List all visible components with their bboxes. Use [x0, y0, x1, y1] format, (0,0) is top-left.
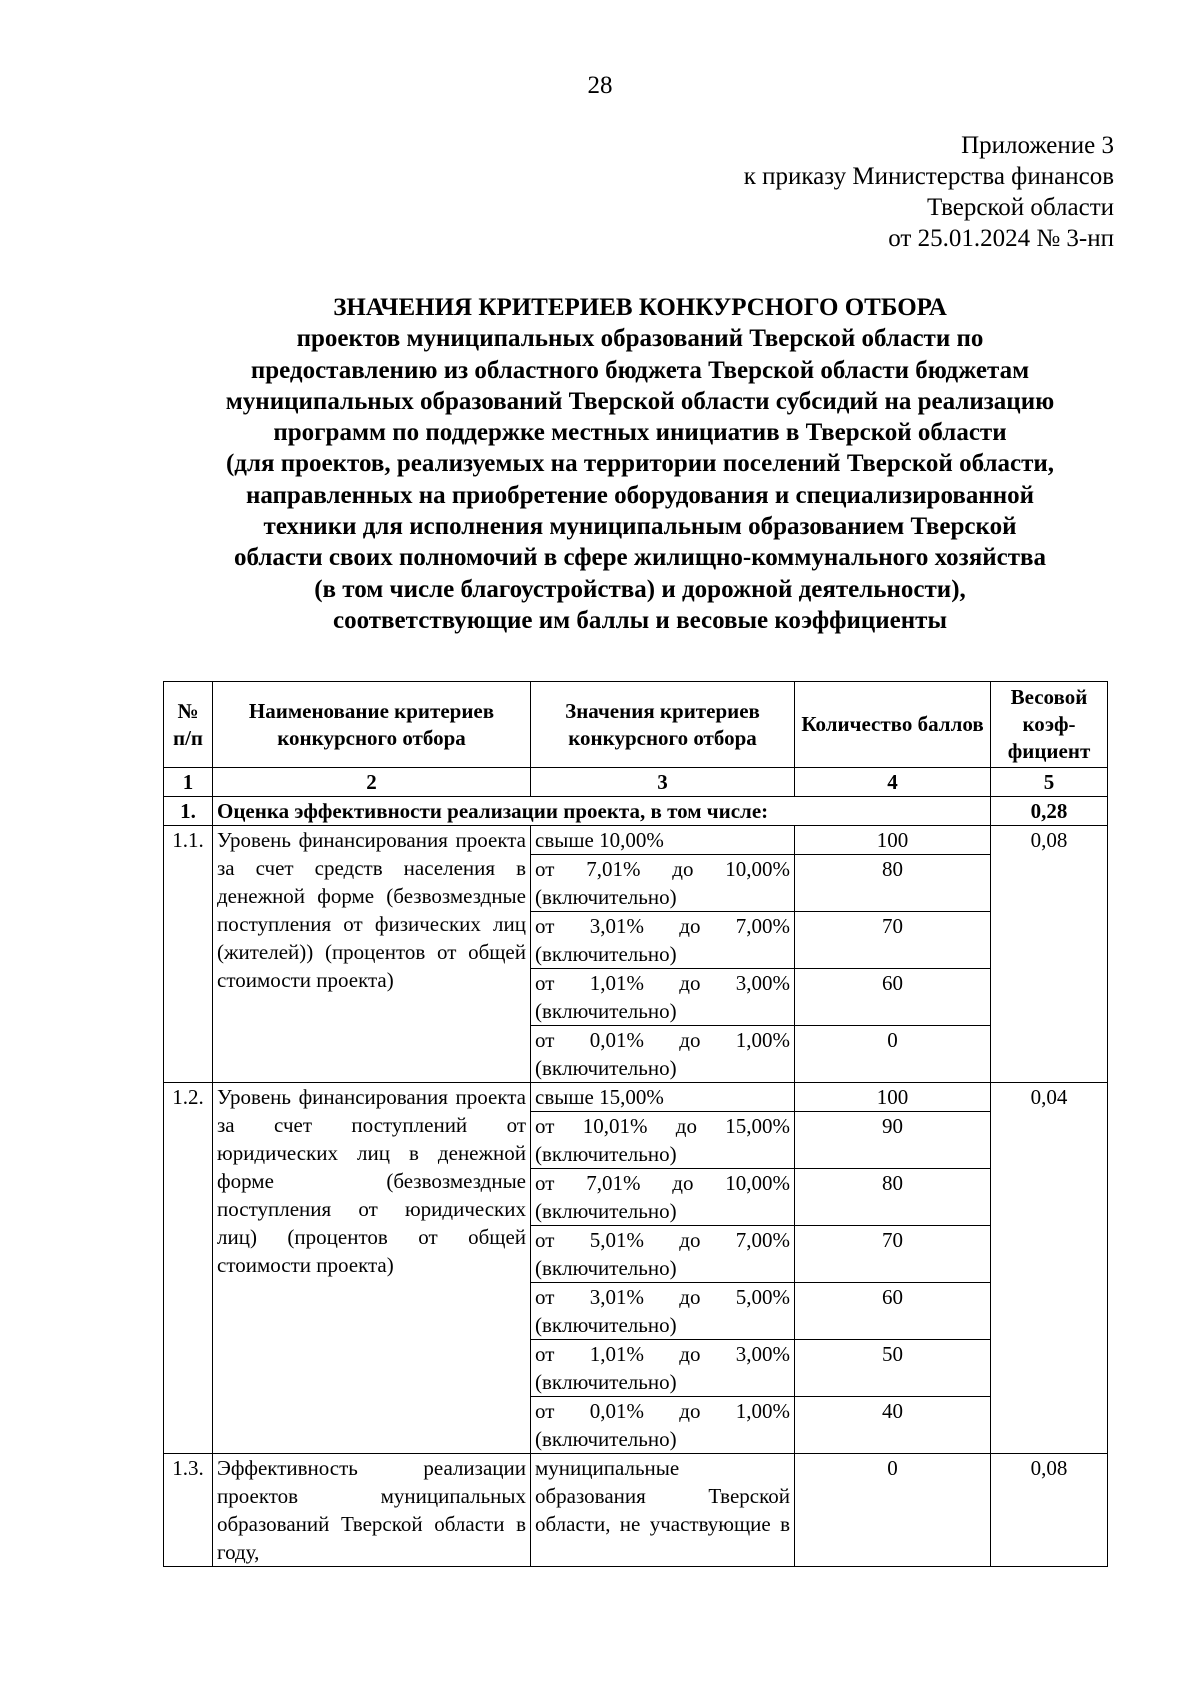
- col-number: 2: [213, 768, 531, 797]
- range-cell: [531, 969, 795, 1026]
- section-weight: 0,28: [991, 797, 1108, 826]
- section-num: 1.: [164, 797, 213, 826]
- document-title: [120, 292, 1160, 636]
- range-top: свыше 10,00%: [535, 828, 664, 852]
- table-header-row: [164, 682, 1108, 768]
- points-cell: 80: [795, 855, 991, 912]
- range-top: от 0,01% до 1,00%: [535, 1028, 790, 1052]
- range-top: от 5,01% до 7,00%: [535, 1228, 790, 1252]
- page-number: 28: [587, 72, 613, 99]
- range-top: от 1,01% до 3,00%: [535, 971, 790, 995]
- range-cell: [531, 1083, 795, 1112]
- appendix-line: Тверской области: [927, 194, 1114, 221]
- appendix-line: к приказу Министерства финансов: [743, 163, 1114, 190]
- points-cell: 40: [795, 1397, 991, 1454]
- header-name: Наименование критериев конкурсного отбора: [213, 682, 531, 768]
- header-points: Количество баллов: [795, 682, 991, 768]
- title-line: ЗНАЧЕНИЯ КРИТЕРИЕВ КОНКУРСНОГО ОТБОРА: [333, 294, 947, 321]
- criteria-table: [163, 681, 1108, 1567]
- title-line: (в том числе благоустройства) и дорожной деятельности),: [314, 575, 966, 603]
- criterion-name: Уровень финансирования проекта за счет средств населения в денежной форме (безвозмездные поступления от физических лиц (жителей)) (процентов от общей стоимости проекта): [213, 826, 531, 1083]
- title-line: муниципальных образований Тверской области субсидий на реализацию: [225, 387, 1055, 415]
- weight-cell: 0,08: [991, 1454, 1108, 1567]
- appendix-line: от 25.01.2024 № 3-нп: [888, 225, 1114, 252]
- appendix-block: [744, 130, 1114, 254]
- header-num: № п/п: [164, 682, 213, 768]
- range-top: от 3,01% до 7,00%: [535, 914, 790, 938]
- range-bottom: (включительно): [535, 1142, 677, 1166]
- col-number: 5: [991, 768, 1108, 797]
- range-bottom: (включительно): [535, 1313, 677, 1337]
- range-cell: [531, 912, 795, 969]
- points-cell: 0: [795, 1454, 991, 1567]
- title-line: проектов муниципальных образований Тверской области по: [296, 325, 984, 353]
- range-cell: [531, 1026, 795, 1083]
- range-top: от 3,01% до 5,00%: [535, 1285, 790, 1309]
- title-line: области своих полномочий в сфере жилищно-коммунального хозяйства: [233, 544, 1047, 572]
- range-bottom: (включительно): [535, 1370, 677, 1394]
- title-line: соответствующие им баллы и весовые коэффициенты: [333, 606, 947, 634]
- weight-cell: 0,04: [991, 1083, 1108, 1454]
- range-bottom: (включительно): [535, 1256, 677, 1280]
- range-cell: [531, 1226, 795, 1283]
- header-values: Значения критериев конкурсного отбора: [531, 682, 795, 768]
- points-cell: 100: [795, 1083, 991, 1112]
- criterion-name: Уровень финансирования проекта за счет поступлений от юридических лиц в денежной форме (безвозмездные поступления от юридических лиц) (процентов от общей стоимости проекта): [213, 1083, 531, 1454]
- column-number-row: [164, 768, 1108, 797]
- col-number: 3: [531, 768, 795, 797]
- appendix-line: Приложение 3: [961, 132, 1114, 159]
- range-bottom: (включительно): [535, 1427, 677, 1451]
- row-num: 1.1.: [164, 826, 213, 1083]
- table-row: [164, 1083, 1108, 1112]
- title-line: программ по поддержке местных инициатив в Тверской области: [273, 419, 1007, 447]
- range-top: от 1,01% до 3,00%: [535, 1342, 790, 1366]
- range-bottom: (включительно): [535, 942, 677, 966]
- points-cell: 60: [795, 969, 991, 1026]
- section-title: Оценка эффективности реализации проекта, в том числе:: [213, 797, 991, 826]
- table-row: [164, 826, 1108, 855]
- value-cell: муниципальные образования Тверской области, не участвующие в: [531, 1454, 795, 1567]
- title-line: направленных на приобретение оборудования и специализированной: [245, 481, 1035, 509]
- range-bottom: (включительно): [535, 1056, 677, 1080]
- section-row: [164, 797, 1108, 826]
- criterion-name: Эффективность реализации проектов муниципальных образований Тверской области в году,: [213, 1454, 531, 1567]
- title-line: техники для исполнения муниципальным образованием Тверской: [263, 513, 1017, 541]
- title-line: (для проектов, реализуемых на территории поселений Тверской области,: [225, 450, 1055, 478]
- points-cell: 70: [795, 1226, 991, 1283]
- table-row: [164, 1454, 1108, 1567]
- row-num: 1.3.: [164, 1454, 213, 1567]
- row-num: 1.2.: [164, 1083, 213, 1454]
- header-weight: Весовой коэф-фициент: [991, 682, 1108, 768]
- range-bottom: (включительно): [535, 1199, 677, 1223]
- points-cell: 80: [795, 1169, 991, 1226]
- range-cell: [531, 1283, 795, 1340]
- range-top: свыше 15,00%: [535, 1085, 664, 1109]
- range-cell: [531, 1340, 795, 1397]
- range-top: от 0,01% до 1,00%: [535, 1399, 790, 1423]
- range-top: от 10,01% до 15,00%: [535, 1114, 790, 1138]
- points-cell: 70: [795, 912, 991, 969]
- points-cell: 60: [795, 1283, 991, 1340]
- range-bottom: (включительно): [535, 999, 677, 1023]
- points-cell: 0: [795, 1026, 991, 1083]
- range-cell: [531, 1169, 795, 1226]
- col-number: 4: [795, 768, 991, 797]
- range-cell: [531, 826, 795, 855]
- points-cell: 50: [795, 1340, 991, 1397]
- points-cell: 90: [795, 1112, 991, 1169]
- range-cell: [531, 855, 795, 912]
- title-line: предоставлению из областного бюджета Тверской области бюджетам: [250, 356, 1030, 384]
- range-top: от 7,01% до 10,00%: [535, 1171, 790, 1195]
- col-number: 1: [164, 768, 213, 797]
- weight-cell: 0,08: [991, 826, 1108, 1083]
- range-bottom: (включительно): [535, 885, 677, 909]
- range-cell: [531, 1112, 795, 1169]
- points-cell: 100: [795, 826, 991, 855]
- range-cell: [531, 1397, 795, 1454]
- range-top: от 7,01% до 10,00%: [535, 857, 790, 881]
